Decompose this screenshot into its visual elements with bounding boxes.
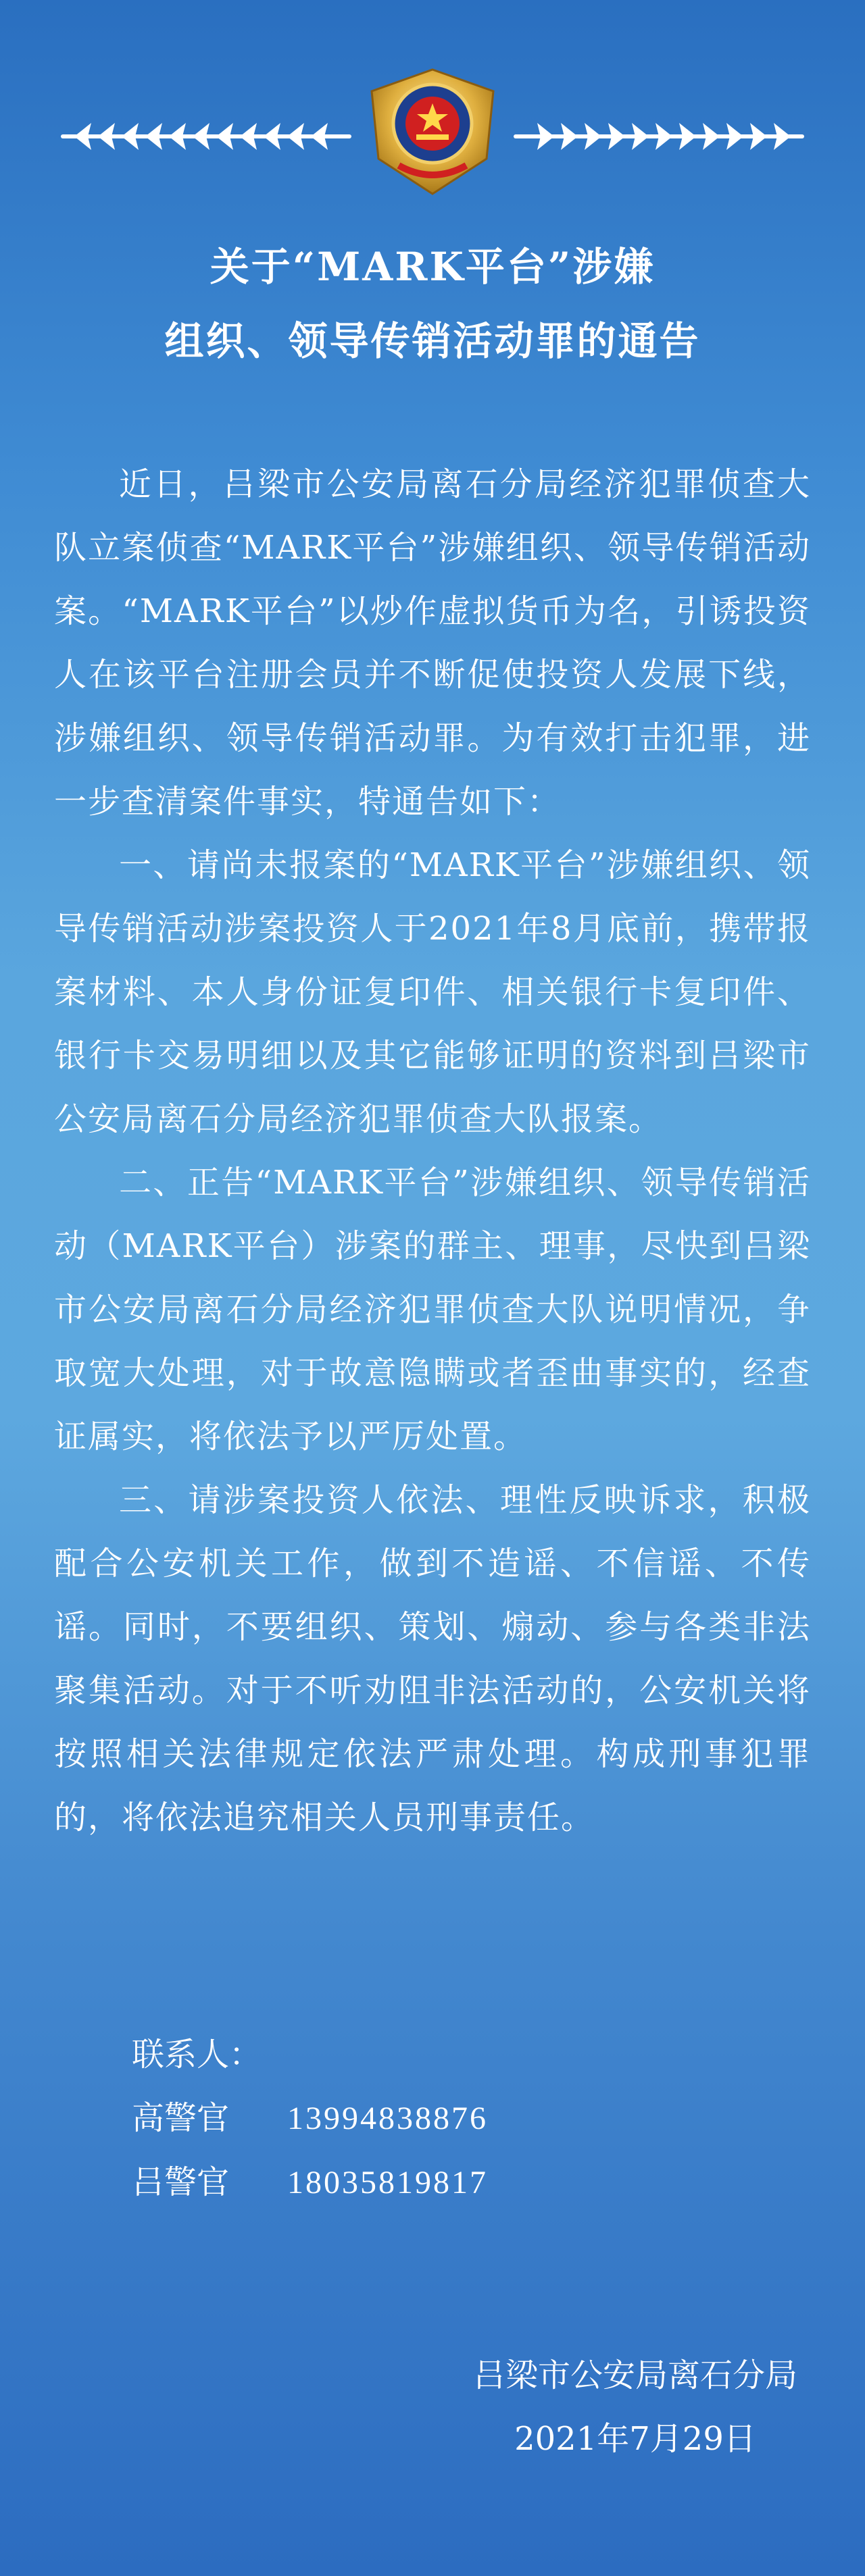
signature-org: 吕梁市公安局离石分局 — [472, 2356, 797, 2394]
contact-name: 高警官 — [132, 2099, 230, 2137]
wheat-wing-right-icon — [514, 116, 804, 157]
paragraph-intro: 近日，吕梁市公安局离石分局经济犯罪侦查大队立案侦查“MARK平台”涉嫌组织、领导传销活动案。“MARK平台”以炒作虚拟货币为名，引诱投资人在该平台注册会员并不断促使投资人发展下线，涉嫌组织、领导传销活动罪。为有效打击犯罪，进一步查清案件事实，特通告如下： — [54, 465, 811, 821]
contact-label: 联系人： — [132, 2036, 262, 2073]
title-line-2: 组织、领导传销活动罪的通告 — [164, 318, 701, 364]
contact-row — [132, 2086, 488, 2150]
notice-body — [54, 453, 811, 1849]
contact-name: 吕警官 — [132, 2163, 230, 2201]
paragraph-item-2: 二、正告“MARK平台”涉嫌组织、领导传销活动（MARK平台）涉案的群主、理事，尽快到吕梁市公安局离石分局经济犯罪侦查大队说明情况，争取宽大处理，对于故意隐瞒或者歪曲事实的，经查证属实，将依法予以严厉处置。 — [54, 1164, 811, 1456]
header — [0, 0, 865, 216]
signature-block — [473, 2344, 797, 2471]
contact-row — [132, 2150, 488, 2215]
contact-block — [132, 2023, 488, 2215]
signature-date: 2021年7月29日 — [514, 2420, 756, 2458]
paragraph-item-1: 一、请尚未报案的“MARK平台”涉嫌组织、领导传销活动涉案投资人于2021年8月底前，携带报案材料、本人身份证复印件、相关银行卡复印件、银行卡交易明细以及其它能够证明的资料到吕梁市公安局离石分局经济犯罪侦查大队报案。 — [54, 846, 811, 1138]
contact-phone: 18035819817 — [287, 2165, 488, 2200]
police-emblem-icon — [358, 64, 507, 199]
notice-title — [0, 230, 865, 378]
title-line-1: 关于“MARK平台”涉嫌 — [209, 244, 656, 290]
contact-phone: 13994838876 — [287, 2101, 488, 2136]
wheat-wing-left-icon — [61, 116, 351, 157]
paragraph-item-3: 三、请涉案投资人依法、理性反映诉求，积极配合公安机关工作，做到不造谣、不信谣、不传谣。同时，不要组织、策划、煽动、参与各类非法聚集活动。对于不听劝阻非法活动的，公安机关将按照相关法律规定依法严肃处理。构成刑事犯罪的，将依法追究相关人员刑事责任。 — [54, 1481, 811, 1836]
